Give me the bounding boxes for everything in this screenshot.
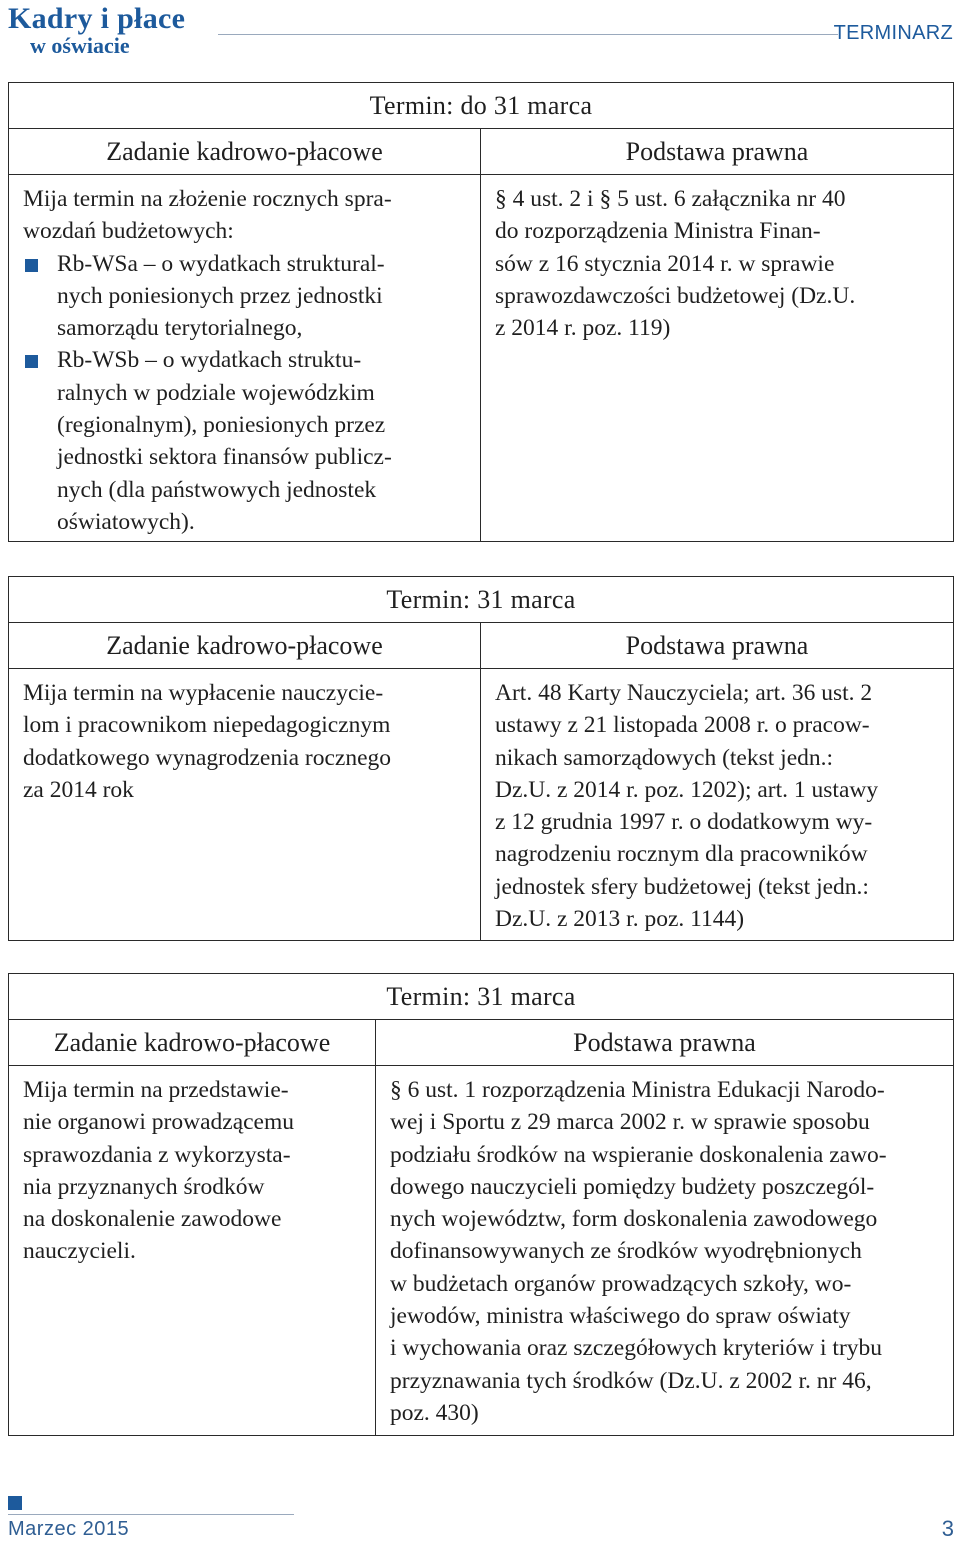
legal-basis-text: [481, 175, 953, 352]
section-label: TERMINARZ: [833, 22, 953, 44]
task-line: Mija termin na przedstawie-: [23, 1077, 289, 1103]
legal-basis-line: Dz.U. z 2014 r. poz. 1202); art. 1 ustawy: [495, 776, 879, 803]
legal-basis-line: i wychowania oraz szczegółowych kryteriów i trybu: [390, 1335, 883, 1362]
deadline-table-2: [8, 576, 954, 941]
square-marker-icon: [8, 1496, 22, 1510]
list-item-line: ralnych w podziale wojewódzkim: [57, 379, 375, 406]
legal-basis-line: § 6 ust. 1 rozporządzenia Ministra Edukacji Narodo-: [390, 1077, 885, 1103]
task-text: [9, 175, 480, 546]
deadline-table-3: [8, 973, 954, 1436]
legal-basis-line: podziału środków na wspieranie doskonalenia zawo-: [390, 1141, 887, 1168]
list-item-line: nych poniesionych przez jednostki: [57, 282, 383, 309]
task-header: Zadanie kadrowo-płacowe: [9, 623, 480, 669]
legal-basis-line: § 4 ust. 2 i § 5 ust. 6 załącznika nr 40: [495, 186, 846, 212]
task-column: [9, 623, 481, 940]
square-bullet-icon: [25, 259, 38, 272]
task-header: Zadanie kadrowo-płacowe: [9, 1020, 375, 1066]
task-intro-line: wozdań budżetowych:: [23, 218, 234, 245]
task-line: sprawozdania z wykorzysta-: [23, 1141, 291, 1168]
legal-basis-line: dowego nauczycieli pomiędzy budżety poszczegól-: [390, 1173, 875, 1200]
list-item-line: Rb-WSa – o wydatkach struktural-: [57, 250, 385, 277]
list-item-line: oświatowych).: [57, 508, 195, 535]
footer-divider: [8, 1514, 294, 1515]
legal-basis-column: [481, 129, 953, 541]
task-line: za 2014 rok: [23, 776, 134, 803]
legal-basis-line: jednostek sfery budżetowej (tekst jedn.:: [495, 873, 869, 900]
task-text: [9, 669, 480, 814]
legal-basis-line: nagrodzeniu rocznym dla pracowników: [495, 841, 868, 868]
list-item-line: nych (dla państwowych jednostek: [57, 476, 377, 503]
legal-basis-line: z 2014 r. poz. 119): [495, 315, 671, 342]
logo-subtitle: w oświacie: [30, 33, 130, 58]
task-line: dodatkowego wynagrodzenia rocznego: [23, 744, 392, 771]
task-line: nie organowi prowadzącemu: [23, 1109, 295, 1136]
task-line: lom i pracownikom niepedagogicznym: [23, 712, 391, 739]
legal-basis-line: Art. 48 Karty Nauczyciela; art. 36 ust. 2: [495, 680, 873, 706]
task-column: [9, 1020, 376, 1435]
list-item: [23, 344, 466, 538]
header-divider: [218, 34, 838, 35]
legal-basis-line: wej i Sportu z 29 marca 2002 r. w sprawie sposobu: [390, 1109, 870, 1136]
task-line: Mija termin na wypłacenie nauczycie-: [23, 680, 384, 706]
logo-title: Kadry i płace: [8, 2, 186, 35]
legal-basis-text: [376, 1066, 953, 1437]
task-line: nia przyznanych środków: [23, 1173, 265, 1200]
legal-basis-line: jewodów, ministra właściwego do spraw oświaty: [390, 1303, 851, 1330]
legal-basis-line: sprawozdawczości budżetowej (Dz.U.: [495, 282, 856, 309]
square-bullet-icon: [25, 355, 38, 368]
list-item: [23, 248, 466, 345]
legal-basis-header: Podstawa prawna: [481, 129, 953, 175]
deadline-title: Termin: do 31 marca: [9, 83, 953, 129]
list-item-line: jednostki sektora finansów publicz-: [57, 444, 392, 471]
legal-basis-column: [376, 1020, 953, 1435]
legal-basis-text: [481, 669, 953, 943]
legal-basis-line: nikach samorządowych (tekst jedn.:: [495, 744, 834, 771]
task-intro-line: Mija termin na złożenie rocznych spra-: [23, 186, 392, 212]
task-line: na doskonalenie zawodowe: [23, 1206, 282, 1233]
legal-basis-line: z 12 grudnia 1997 r. o dodatkowym wy-: [495, 809, 873, 836]
task-line: nauczycieli.: [23, 1238, 136, 1265]
legal-basis-line: sów z 16 stycznia 2014 r. w sprawie: [495, 250, 835, 277]
list-item-line: (regionalnym), poniesionych przez: [57, 412, 386, 439]
legal-basis-line: Dz.U. z 2013 r. poz. 1144): [495, 906, 745, 933]
list-item-line: Rb-WSb – o wydatkach struktu-: [57, 347, 362, 374]
magazine-logo: [8, 2, 185, 56]
legal-basis-header: Podstawa prawna: [376, 1020, 953, 1066]
legal-basis-column: [481, 623, 953, 940]
legal-basis-line: poz. 430): [390, 1399, 479, 1426]
issue-date: Marzec 2015: [8, 1518, 130, 1540]
deadline-title: Termin: 31 marca: [9, 577, 953, 623]
legal-basis-line: w budżetach organów prowadzących szkoły, wo-: [390, 1270, 852, 1297]
list-item-line: samorządu terytorialnego,: [57, 315, 303, 342]
task-header: Zadanie kadrowo-płacowe: [9, 129, 480, 175]
legal-basis-line: dofinansowywanych ze środków wyodrębnionych: [390, 1238, 862, 1265]
legal-basis-line: nych województw, form doskonalenia zawodowego: [390, 1206, 878, 1233]
legal-basis-header: Podstawa prawna: [481, 623, 953, 669]
deadline-table-1: [8, 82, 954, 542]
deadline-title: Termin: 31 marca: [9, 974, 953, 1020]
task-text: [9, 1066, 375, 1276]
legal-basis-line: ustawy z 21 listopada 2008 r. o pracow-: [495, 712, 870, 739]
page-number: 3: [941, 1516, 954, 1541]
legal-basis-line: do rozporządzenia Ministra Finan-: [495, 218, 821, 245]
task-column: [9, 129, 481, 541]
legal-basis-line: przyznawania tych środków (Dz.U. z 2002 r. nr 46,: [390, 1367, 872, 1394]
